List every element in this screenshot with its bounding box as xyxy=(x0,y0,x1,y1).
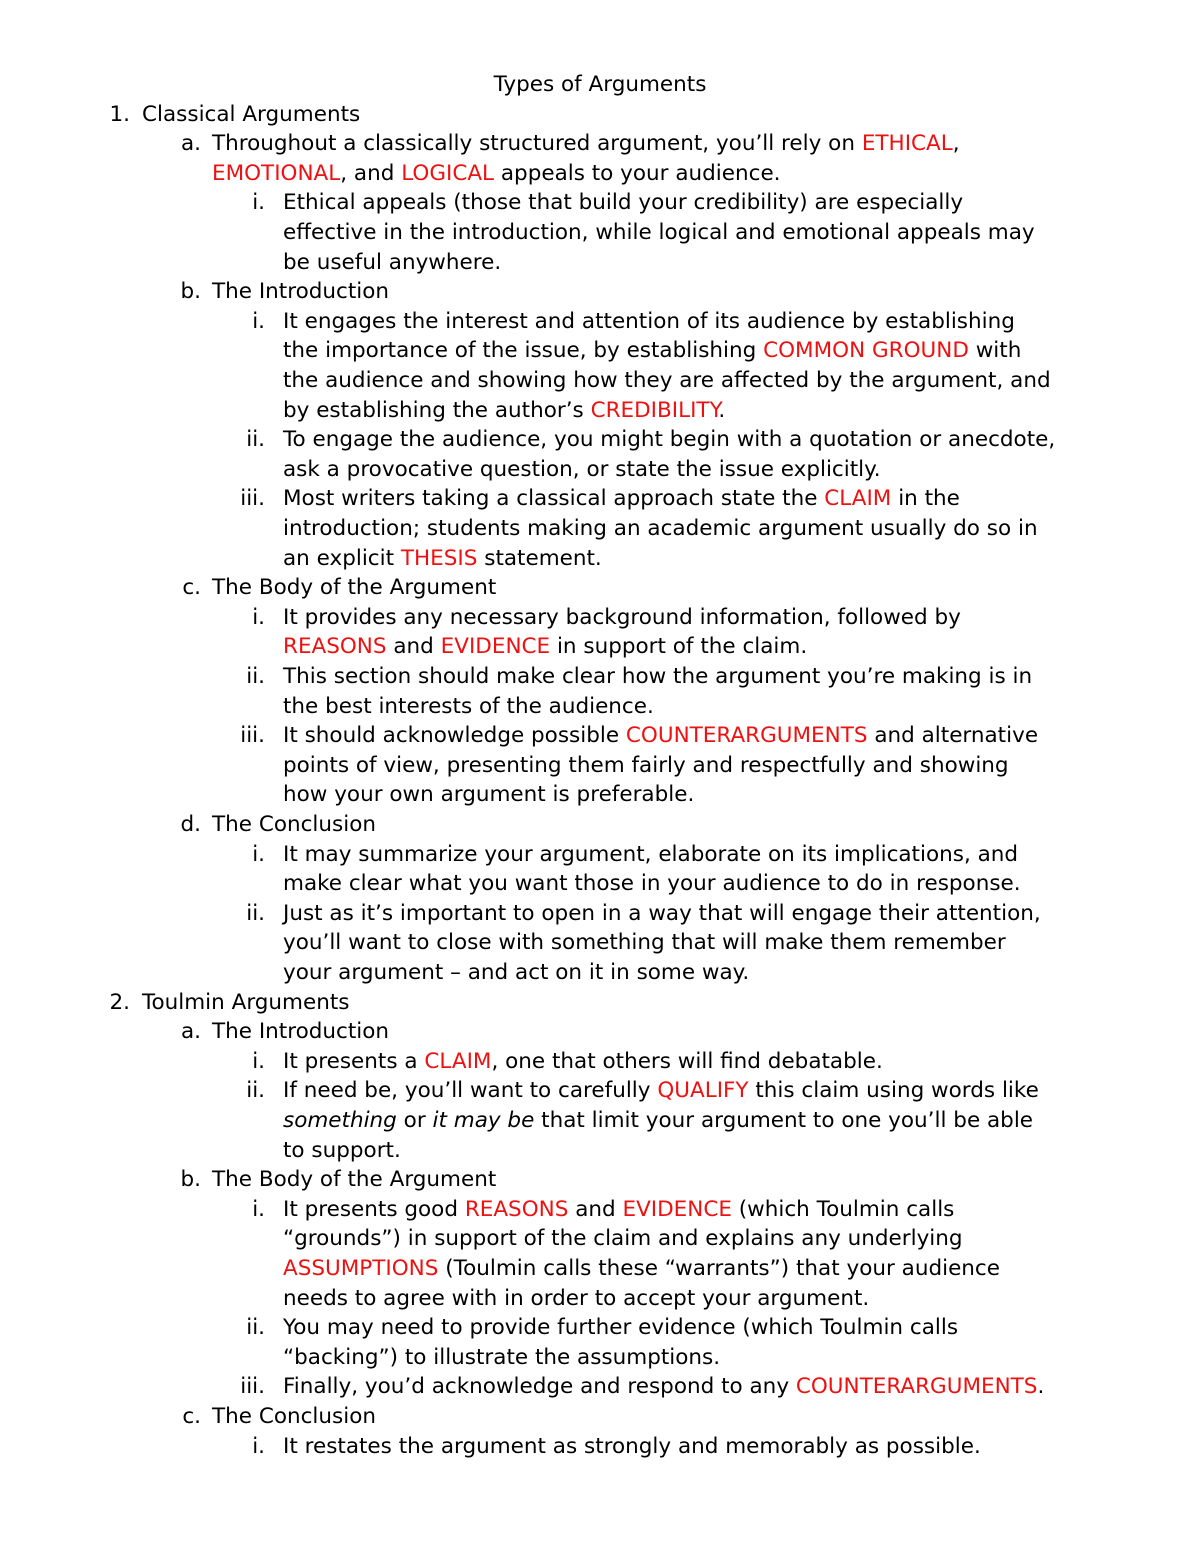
point-text-line xyxy=(283,248,501,278)
point-text-line xyxy=(283,1047,883,1077)
text-run: statement. xyxy=(477,546,602,571)
text-run: It restates the argument as strongly and memorably as possible. xyxy=(283,1434,981,1459)
point-text-line xyxy=(283,1313,958,1343)
text-run: “backing”) to illustrate the assumptions. xyxy=(283,1345,721,1370)
keyword-highlight: CLAIM xyxy=(424,1049,492,1074)
point-text-line xyxy=(283,721,1038,751)
point-marker: iii. xyxy=(240,1374,265,1399)
text-run: to support. xyxy=(283,1138,401,1163)
subsection-marker: c. xyxy=(182,575,201,600)
point-marker: i. xyxy=(252,1197,265,1222)
point-text-line xyxy=(283,188,963,218)
keyword-highlight: ETHICAL xyxy=(861,131,953,156)
text-run: It provides any necessary background information, followed by xyxy=(283,605,961,630)
point-text-line xyxy=(283,662,1032,692)
text-run: Toulmin Arguments xyxy=(142,990,350,1015)
keyword-highlight: REASONS xyxy=(283,634,387,659)
text-run: It may summarize your argument, elaborate on its implications, and xyxy=(283,842,1019,867)
subsection-marker: b. xyxy=(180,1167,201,1192)
section-marker: 1. xyxy=(109,102,130,127)
point-text-line xyxy=(283,1343,720,1373)
text-run: or xyxy=(396,1108,433,1133)
point-text-line xyxy=(283,455,881,485)
point-marker: ii. xyxy=(246,1315,265,1340)
keyword-highlight: CREDIBILITY xyxy=(590,398,719,423)
point-text-line xyxy=(283,1372,1044,1402)
point-text-line xyxy=(283,1254,1000,1284)
text-run: and xyxy=(568,1197,623,1222)
text-run: (which Toulmin calls xyxy=(731,1197,955,1222)
point-text-line xyxy=(283,869,1021,899)
text-run: you’ll want to close with something that will make them remember xyxy=(283,930,1006,955)
subsection-text-line xyxy=(212,1017,389,1047)
text-run: the importance of the issue, by establishing xyxy=(283,338,764,363)
point-text-line xyxy=(283,692,654,722)
text-run: This section should make clear how the argument you’re making is in xyxy=(283,664,1033,689)
text-run: The Body of the Argument xyxy=(212,575,497,600)
text-run: and alternative xyxy=(867,723,1039,748)
point-marker: iii. xyxy=(240,723,265,748)
text-run: “grounds”) in support of the claim and explains any underlying xyxy=(283,1226,963,1251)
subsection-marker: a. xyxy=(180,1019,201,1044)
subsection-text-line xyxy=(212,277,389,307)
text-run: The Conclusion xyxy=(212,1404,376,1429)
keyword-highlight: COUNTERARGUMENTS xyxy=(795,1374,1038,1399)
point-text-line xyxy=(283,484,960,514)
point-text-line xyxy=(283,1284,869,1314)
text-run: , and xyxy=(340,161,402,186)
keyword-highlight: EMOTIONAL xyxy=(212,161,341,186)
point-text-line xyxy=(283,336,1021,366)
point-text-line xyxy=(283,780,694,810)
keyword-highlight: COUNTERARGUMENTS xyxy=(625,723,868,748)
text-run: how your own argument is preferable. xyxy=(283,782,695,807)
text-run: Ethical appeals (those that build your credibility) are especially xyxy=(283,190,964,215)
point-text-line xyxy=(283,1076,1039,1106)
point-text-line xyxy=(283,1195,954,1225)
point-text-line xyxy=(283,603,961,633)
point-marker: ii. xyxy=(246,664,265,689)
text-run: by establishing the author’s xyxy=(283,398,591,423)
text-run: (Toulmin calls these “warrants”) that your audience xyxy=(438,1256,1000,1281)
text-run: The Body of the Argument xyxy=(212,1167,497,1192)
text-run: To engage the audience, you might begin with a quotation or anecdote, xyxy=(283,427,1056,452)
point-marker: i. xyxy=(252,605,265,630)
keyword-highlight: THESIS xyxy=(400,546,478,571)
italic-text: it may be xyxy=(432,1108,535,1133)
keyword-highlight: EVIDENCE xyxy=(440,634,551,659)
text-run: It presents good xyxy=(283,1197,465,1222)
text-run: Throughout a classically structured argument, you’ll rely on xyxy=(212,131,862,156)
point-text-line xyxy=(283,218,1035,248)
keyword-highlight: REASONS xyxy=(464,1197,569,1222)
keyword-highlight: LOGICAL xyxy=(401,161,495,186)
text-run: be useful anywhere. xyxy=(283,250,502,275)
point-text-line xyxy=(283,366,1051,396)
text-run: , xyxy=(952,131,960,156)
point-text-line xyxy=(283,632,807,662)
text-run: introduction; students making an academic argument usually do so in xyxy=(283,516,1038,541)
subsection-text-line xyxy=(212,1165,496,1195)
keyword-highlight: ASSUMPTIONS xyxy=(283,1256,439,1281)
section-marker: 2. xyxy=(109,990,130,1015)
point-text-line xyxy=(283,1136,401,1166)
subsection-text-line xyxy=(212,1402,376,1432)
subsection-text-line xyxy=(212,810,376,840)
point-text-line xyxy=(283,1106,1033,1136)
text-run: appeals to your audience. xyxy=(494,161,781,186)
text-run: make clear what you want those in your audience to do in response. xyxy=(283,871,1021,896)
text-run: Finally, you’d acknowledge and respond to any xyxy=(283,1374,796,1399)
text-run: It engages the interest and attention of its audience by establishing xyxy=(283,309,1015,334)
point-text-line xyxy=(283,928,1006,958)
point-marker: i. xyxy=(252,309,265,334)
point-text-line xyxy=(283,396,725,426)
text-run: your argument – and act on it in some way. xyxy=(283,960,750,985)
text-run: this claim using words like xyxy=(748,1078,1039,1103)
subsection-marker: d. xyxy=(180,812,201,837)
text-run: It presents a xyxy=(283,1049,425,1074)
text-run: Classical Arguments xyxy=(142,102,361,127)
italic-text: something xyxy=(283,1108,397,1133)
point-marker: iii. xyxy=(240,486,265,511)
text-run: that limit your argument to one you’ll be able xyxy=(534,1108,1034,1133)
section-text-line xyxy=(142,988,349,1018)
subsection-text-line xyxy=(212,129,960,159)
point-text-line xyxy=(283,544,602,574)
subsection-marker: c. xyxy=(182,1404,201,1429)
text-run: . xyxy=(1037,1374,1045,1399)
text-run: If need be, you’ll want to carefully xyxy=(283,1078,658,1103)
text-run: ask a provocative question, or state the issue explicitly. xyxy=(283,457,881,482)
point-text-line xyxy=(283,514,1038,544)
subsection-marker: b. xyxy=(180,279,201,304)
subsection-text-line xyxy=(212,573,496,603)
text-run: Just as it’s important to open in a way that will engage their attention, xyxy=(283,901,1041,926)
point-text-line xyxy=(283,425,1055,455)
point-marker: ii. xyxy=(246,427,265,452)
text-run: and xyxy=(386,634,441,659)
text-run: the audience and showing how they are affected by the argument, and xyxy=(283,368,1051,393)
point-marker: i. xyxy=(252,1049,265,1074)
text-run: The Introduction xyxy=(212,1019,390,1044)
point-text-line xyxy=(283,899,1041,929)
keyword-highlight: CLAIM xyxy=(824,486,892,511)
keyword-highlight: EVIDENCE xyxy=(622,1197,732,1222)
text-run: an explicit xyxy=(283,546,401,571)
text-run: . xyxy=(718,398,726,423)
page-title: Types of Arguments xyxy=(493,72,707,97)
subsection-text-line xyxy=(212,159,781,189)
point-text-line xyxy=(283,1432,981,1462)
point-marker: ii. xyxy=(246,901,265,926)
keyword-highlight: COMMON GROUND xyxy=(763,338,969,363)
point-marker: i. xyxy=(252,190,265,215)
text-run: the best interests of the audience. xyxy=(283,694,654,719)
point-text-line xyxy=(283,307,1015,337)
text-run: Most writers taking a classical approach state the xyxy=(283,486,825,511)
text-run: You may need to provide further evidence (which Toulmin calls xyxy=(283,1315,959,1340)
subsection-marker: a. xyxy=(180,131,201,156)
text-run: in support of the claim. xyxy=(550,634,808,659)
point-marker: ii. xyxy=(246,1078,265,1103)
text-run: The Introduction xyxy=(212,279,390,304)
point-text-line xyxy=(283,751,1009,781)
section-text-line xyxy=(142,100,360,130)
text-run: with xyxy=(968,338,1022,363)
point-text-line xyxy=(283,1224,963,1254)
text-run: effective in the introduction, while logical and emotional appeals may xyxy=(283,220,1035,245)
text-run: , one that others will find debatable. xyxy=(491,1049,883,1074)
text-run: The Conclusion xyxy=(212,812,376,837)
text-run: in the xyxy=(891,486,960,511)
text-run: It should acknowledge possible xyxy=(283,723,626,748)
point-text-line xyxy=(283,840,1018,870)
point-text-line xyxy=(283,958,749,988)
text-run: needs to agree with in order to accept your argument. xyxy=(283,1286,870,1311)
keyword-highlight: QUALIFY xyxy=(657,1078,749,1103)
point-marker: i. xyxy=(252,842,265,867)
text-run: points of view, presenting them fairly and respectfully and showing xyxy=(283,753,1009,778)
point-marker: i. xyxy=(252,1434,265,1459)
